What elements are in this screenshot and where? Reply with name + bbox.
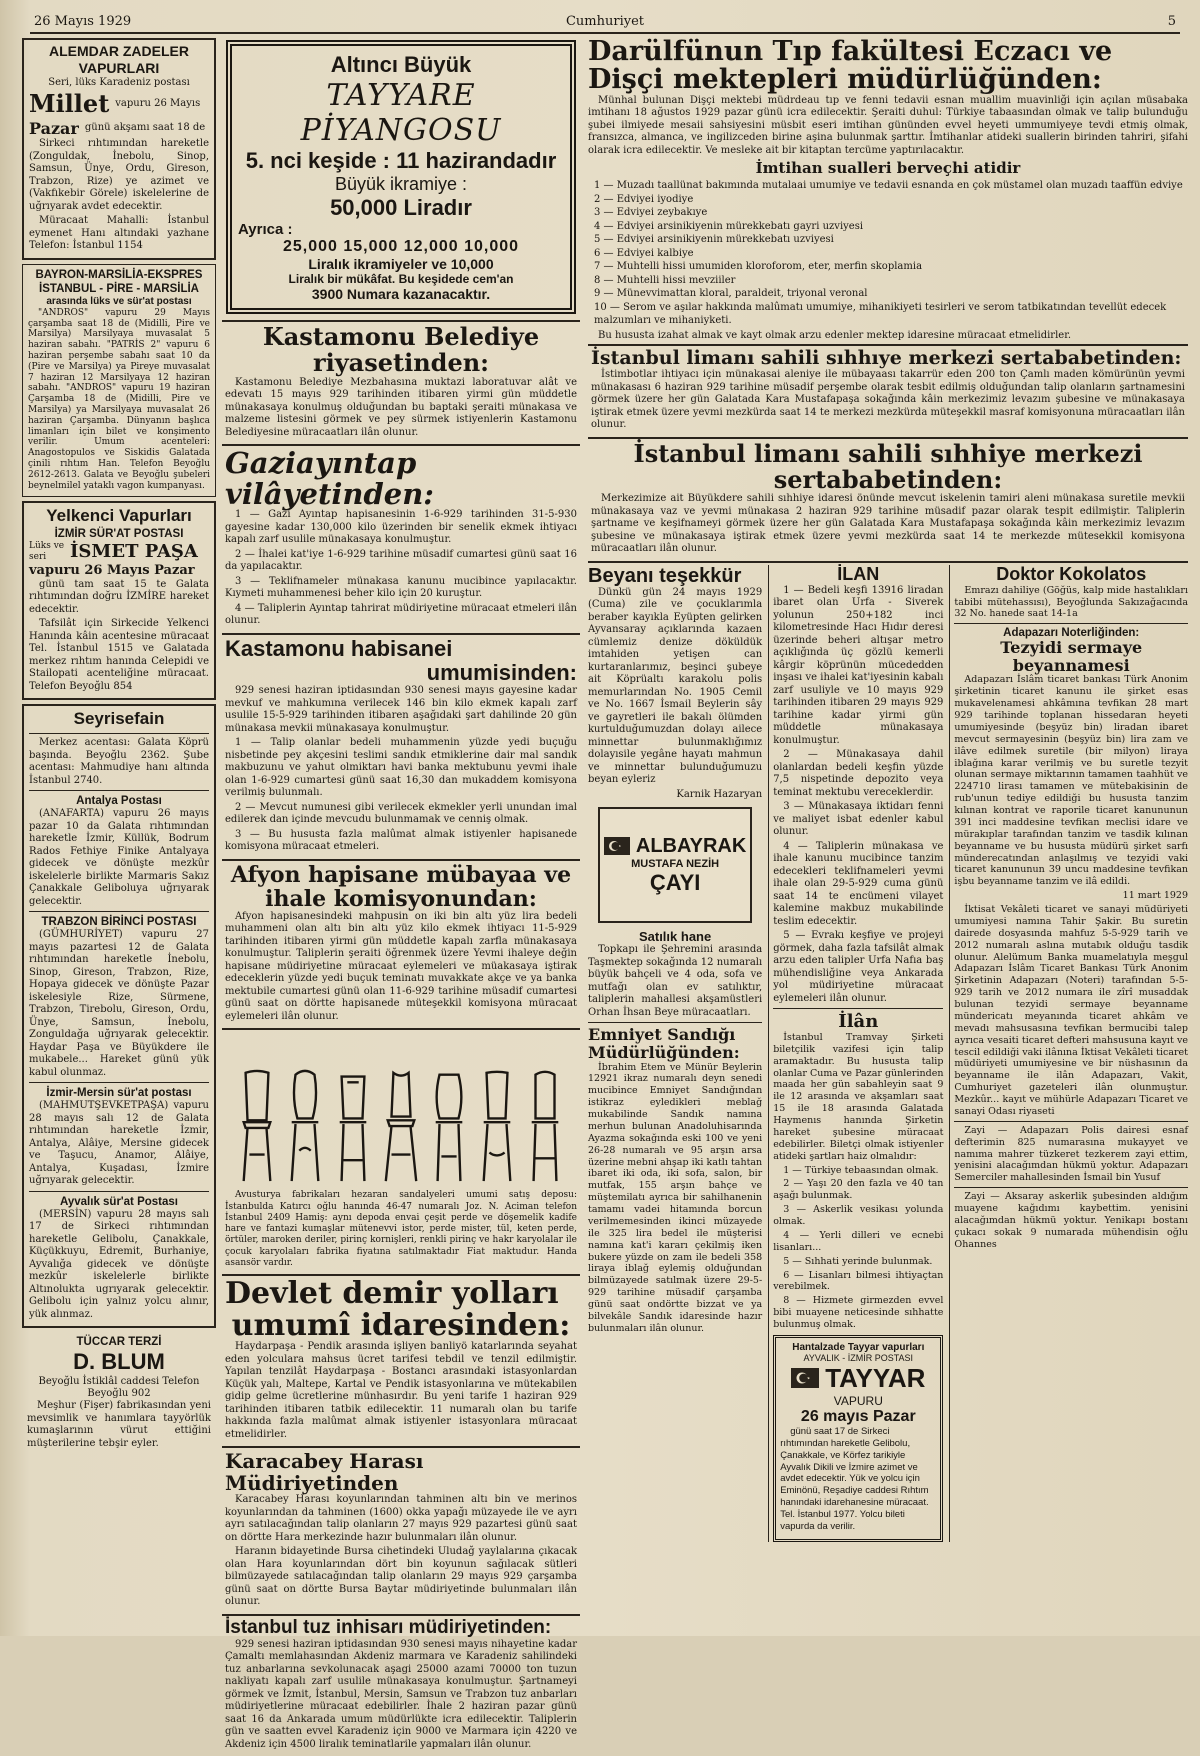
ad-avusturya-chairs [222, 1028, 580, 1274]
tayyar-line-2: AYVALIK - İZMİR POSTASI [803, 1352, 914, 1363]
ad-trabzon-body: (GÜMHURİYET) vapuru 27 mayıs pazartesi 12 de Galata rıhtımından hareketle İnebolu, Sinop, Gireson, Trabzon, Rize, Hopaya gidecek ve dönüşte Pazar iskelesiyle Rize, Sürmene, Trabzon, Tirebolu, Gireson, Ordu, Ünye, Samsun, İnebolu, Zonguldağa uğrıyarak gelecektir. Haydar Paşa ve Büyükdere ile mukabele... Hareket günü yük kabul olunmaz. [29, 929, 209, 1078]
ad-yelkenci-when: vapuru 26 Mayıs Pazar [29, 563, 195, 579]
gaziayintap-item-4: 4 — Taliplerin Ayıntap tahrirat müdiriyetine müracaat etmeleri ilân olunur. [225, 602, 577, 627]
notice-limani-1 [588, 344, 1188, 436]
ilan1-item: 1 — Bedeli keşfi 13916 liradan ibaret olan Urfa - Siverek yolunun 250+182 inci kilometresinde Hacı Hıdır deresi üzerinde beheri altışar metro açıklığında üç gözlü kemerli kârgir köprünün mücededden inşası ve ihalei kat'iyesinin kabalı zarf usuliyle ve 10 mayıs 929 tarihinden itibaren 29 mayıs 929 tarihine kadar yirmi gün müddetle münakasaya konulmuştur. [773, 584, 944, 746]
ilan2-item: 6 — Lisanları bilmesi ihtiyaçtan verebilmek. [773, 1269, 944, 1293]
ad-tuccar-body: Meşhur (Fişer) fabrikasından yeni mevsimlik ve hanımlara tayyörlük kumaşlarının vürut ettiğini müşterilerine tebşir eyler. [27, 1400, 211, 1449]
lottery-amounts: 25,000 15,000 12,000 10,000 [282, 238, 520, 255]
ad-seyrisefain [22, 704, 216, 1328]
albayrak-owner: MUSTAFA NEZİH [631, 857, 720, 870]
ad-tuccar-name: D. BLUM [73, 1349, 165, 1375]
chair-icon [238, 1066, 276, 1186]
right-col-b [768, 565, 943, 1542]
adapazari-body: Adapazarı İslâm ticaret bankası Türk Anonim şirketinin ticaret kanunu ile şirket esas mukavelenamesi ahkâmına tevfikan 28 mart 929 tarihinde toplanan hissedaran heyeti umumiyesinde (beşyüz bin) liradan ibaret mevcut sermayesinin (beşyüz bin) lira zam ve ilâve edilmek suretile (bir milyon) liraya iblağına karar verilmiş ve bu suretle tezyit olunan sermaye miktarının tamamen taahhüt ve 224710 lirası tamamen ve mütebakisinin de rub'unun tediye edildiği bu hususta tanzim kılınan kontrat ve raporile ticaret kanununun 391 inci maddesine tevfikan meclisi idare ve mürakıplar tarafından tanzim ve tasdik kılınan beyanname ve bu hususta müdürü şirket sarfı münderecatından anlaşılmış ve tezyidi vaki ticaret kanununun 39 uncu maddesine tevfikan işbu beyanname tanzim ve ilâ edildi. [954, 674, 1188, 888]
afyon-title: Afyon hapisane mübayaa ve ihale komisyonundan: [230, 861, 572, 912]
afyon-body: Afyon hapisanesindeki mahpusin on iki bin altı yüz lira bedeli muhammeni olan altı bin altı yüz kilo ekmek ihtiyacı 11-5-929 tarihinden itibaren yirmi gün müddetle kapalı zarfla münakasaya konulmuştur. Taliplerin şeraiti öğrenmek üzere Yevmi ihaleye değin hapisane müdiriyetine müracaat eylemeleri ve müakasaya iştirak edeceklerin yüzde yedi buçuk teminatı muvakkate akçe ve ya banka mektubile cumartesi günü olan 11-6-929 tarihine müsadif cumartesi günü saat on dörtte hapisanede müteşekkil komisyona müracaat eylemeleri ilân olunur. [225, 910, 577, 1022]
ad-alemdar-day: Pazar [29, 118, 79, 138]
limani1-body: İstimbotlar ihtiyacı için münakasai aleniye ile mübayaası takarrür eden 200 ton Çamlı maden kömürünün yevmi münakasası 6 haziran 929 tarihine müsadif perşembe olarak tesbit edilmiş olduğundan talip olanların şartnamesini görmek üzere her gün Galatada Kara Mustafapaşa sokağında kâin merkezimiz levazım şubesine ve münakasaya iştirak etmek üzere yevmi mezkürda saat 14 te merkezi mezkürda müteşekkil masraf komisyonuna müracaatları ilân olunur. [591, 369, 1185, 431]
emniyet-title: Emniyet Sandığı Müdürlüğünden: [588, 1025, 740, 1062]
kastamonu-hab-title-2: umumisinden: [426, 659, 577, 685]
ad-alemdar-contact: Müracaat Mahalli: İstanbul eymenet Hanı altındaki yazhane Telefon: İstanbul 1154 [29, 215, 209, 252]
tayyar-date: 26 mayıs Pazar [800, 1407, 916, 1425]
ad-bayron-route: İSTANBUL - PİRE - MARSİLİA [39, 282, 199, 295]
doktor-title: Doktor Kokolatos [996, 563, 1147, 584]
ad-bayron-body: "ANDROS" vapuru 29 Mayıs çarşamba saat 18 de (Midilli, Pire ve Marsilya) Marsilyaya muvasalat 5 haziran sabahı. "PATRİS 2" vapuru 6 haziran perşembe sabahı saat 10 da (Pire ve Marsilya) ya Pireye muvasalat 7 haziran 12 Marsilyaya 12 haziran sabahı. "ANDROS" vapuru 19 haziran Çarşamba 18 de (Midilli, Pire ve Marsilya) ya Marsilyaya muvasalat 26 haziran Çarşamba. Dünyanın başlıca limanları için bilet ve konşimento verilir. Umum acenteleri: Anagostopulos ve Siskidis Galatada çinili rıhtım Han. Telefon Beyoğlu 2612-2613. Galata ve Beyoğlu şubeleri beynelmilel yataklı vagon kumpanyası. [28, 307, 210, 491]
darulfunun-item: 5 — Edviyei arsinikiyenin mürekkebatı uzviyesi [594, 234, 834, 246]
kastamonu-hab-title-1: Kastamonu habisanei [225, 635, 453, 661]
notice-afyon [222, 859, 580, 1029]
ad-ayvalik-title: Ayvalık sür'at Postası [59, 1195, 178, 1208]
ilan2-item: 5 — Sıhhati yerinde bulunmak. [783, 1255, 933, 1267]
notice-kastamonu-belediye [222, 320, 580, 444]
karacabey-body-2: Haranın bidayetinde Bursa cihetindeki Uludağ yaylalarına çıkacak olan Hara koyunlarından dört bin koyunun sağılacak sütleri bilmüzayede satılacağından talip olanların 29 mayıs 929 çarşamba günü saat on dörtte Bursa Baytar müdiriyetinde bulunmaları ilân olunur. [225, 1546, 577, 1608]
ad-yelkenci-lux: Lüks ve seri [29, 541, 65, 563]
ad-antalya-title: Antalya Postası [76, 795, 162, 808]
devlet-title-1: Devlet demir yolları [225, 1276, 559, 1312]
lottery-line-10: 3900 Numara kazanacaktır. [311, 286, 491, 302]
gaziayintap-item-3: 3 — Teklifnameler münakasa kanunu mucibince yapılacaktır. Kıymeti muhammenesi beher kilo için 20 kuruştur. [225, 575, 577, 600]
kastamonu-bel-title: Kastamonu Belediye riyasetinden: [262, 322, 540, 378]
darulfunun-item: 9 — Münevvimattan kloral, paraldeit, triyonal veronal [594, 288, 868, 300]
limani2-title-2: sertababetinden: [773, 464, 1003, 494]
albayrak-product: ÇAYI [649, 869, 701, 895]
ad-alemdar-ship: Millet [29, 89, 110, 119]
darulfunun-item: 8 — Muhtelli hissi mevziiler [594, 274, 736, 286]
flag-icon [791, 1368, 819, 1388]
darulfunun-item: 3 — Edviyei zeybakıye [594, 207, 708, 219]
darulfunun-close: Bu hususta izahat almak ve kayt olmak arzu edenler mektep idaresine müracaat etmelidirler. [598, 329, 1072, 341]
header-date: 26 Mayıs 1929 [34, 14, 132, 29]
chair-icon [382, 1066, 420, 1186]
beyani-body: Dünkü gün 24 mayıs 1929 (Cuma) zile ve çocuklarımla beraber kayıkla Eyüpten gelirken Ayvansaray açıklarında kazaen cümlemiz denize döküldük imtahiden yetişen can kurtaranlarımız, beşinci şubeye ait Köprüaltı karakolu polis memurlarından No. 1905 Cemil ve No. 1667 İsmail Beylerin sây ve gayretleri ile bakalı ölümden kurtulduğumuzdan dolayı ailece minnettar bulunmaklığımız dolayısile yegâne hayatı mahmun ve minnettar bulunduğumuzu beyan eyleriz [588, 586, 763, 786]
ilan2-title: İlân [838, 1011, 879, 1033]
ad-albayrak [598, 807, 752, 923]
lottery-grand-label: Büyük ikramiye : [334, 174, 468, 194]
ad-tuccar-addr: Beyoğlu İstiklâl caddesi Telefon Beyoğlu 902 [38, 1376, 200, 1400]
kastamonu-hab-item-2: 2 — Mevcut numunesi gibi verilecek ekmekler yerli unundan imal edilerek dan içinde mevcudu bulunmamak ve cenniş olmak. [225, 801, 577, 826]
notice-karacabey [222, 1446, 580, 1614]
ad-tayyar [773, 1335, 943, 1542]
header-paper-name: Cumhuriyet [565, 14, 645, 29]
middle-column [222, 38, 580, 1750]
tayyar-ship: TAYYAR [825, 1362, 926, 1393]
zayi-1: Zayi — Adapazarı Polis dairesi esnaf defterimin 825 numarasına mukayyet ve namıma mahrer tüzkeret tezkerem zayi ettim, yenisini alacağımdan hükmü yoktur. Adapazarı Semerciler mahallesinden İsmail bin Yusuf [954, 1124, 1188, 1184]
ad-alemdar-ship-when: vapuru 26 Mayıs [115, 97, 201, 109]
lottery-also: Ayrıca : [238, 221, 293, 238]
karacabey-title: Karacabey Harası Müdiriyetinden [225, 1449, 424, 1496]
zayi-2: Zayi — Aksaray askerlik şubesinden aldığım muayene kağıdımı kaybettim. yenisini alacağımdan hükmü yoktur. Yenikapı bostanı çukacı sokak 9 numarada mühendisin oğlu Ohannes [954, 1191, 1188, 1250]
kastamonu-bel-body: Kastamonu Belediye Mezbahasına muktazi laboratuvar alât ve edevatı 15 mayıs 929 tarihinden itibaren yirmi gün müddetle münakasaya konulmuş olduğundan bu baptaki şeraiti münakasa ve malzeme listesini görmek ve pey sürmek istiyenlerin Kastamonu Belediyesine müracaatları ilân olunur. [225, 376, 577, 438]
ad-trabzon-title: TRABZON BİRİNCİ POSTASI [41, 916, 197, 929]
notice-limani-2 [588, 437, 1188, 561]
tayyar-body: günü saat 17 de Sirkeci rıhtımından hareketle Gelibolu, Çanakkale, ve Körfez tarikiyle Ayvalık Dikili ve İzmire azimet ve avdet edecektir. Yük ve yolcu için Eminönü, Reşadiye caddesi Rıhtım hanındaki idarehanesine müracaat. Tel. İstanbul 1977. Yolcu bileti vapurda da verilir. [780, 1425, 929, 1532]
adapazari-title-2: Tezyidi sermaye beyannamesi [1000, 638, 1143, 675]
darulfunun-item: 4 — Edviyei arsinikiyenin mürekkebatı gayri uzviyesi [594, 220, 864, 232]
ad-seyrisefain-title: Seyrisefain [73, 709, 165, 729]
lottery-title: TAYYARE PİYANGOSU [300, 78, 502, 148]
ad-seyrisefain-body: Merkez acentası: Galata Köprü başında. Beyoğlu 2362. Şube acentası: Mahmudiye hanı altında İstanbul 2740. [29, 737, 209, 786]
albayrak-brand: ALBAYRAK [635, 834, 747, 857]
lottery-draw-date: 5. nci keşide : 11 hazirandadır [245, 148, 557, 173]
chairs-illustration [225, 1036, 577, 1186]
gaziayintap-title: Gaziayıntap vilâyetinden: [225, 446, 434, 511]
notice-darulfunun [588, 38, 1188, 342]
devlet-body: Haydarpaşa - Pendik arasında işliyen banliyö katarlarında seyahat eden yolculara mahsus ücret tarifesi tebdil ve tenzil edilmiştir. Yapılan tenzilât Haydarpaşa - Bostancı arasındaki istasyonlardan Küçük yalı, Maltepe, Kartal ve Pendik istasyonlarına ve mütekabilen gidip gelme ücretlerine münhasırdır. Bu yeni tarife 1 haziran 929 tarihinden itibaren tatbik edilecektir. 11 numaralı olan bu tarife hakkında fazla malûmat almak istiyenler istasyonlara müracaat etmelidirler. [225, 1341, 577, 1440]
darulfunun-item: 2 — Edviyei iyodiye [594, 193, 694, 205]
darulfunun-item: 1 — Muzadı taallünat bakımında mutalaai umumiye ve tedavii esnanda en çok müstamel olan muzadı taaffün edviye [594, 180, 1183, 192]
beyani-sign: Karnik Hazaryan [676, 788, 763, 800]
tayyar-line-1: Hantalzade Tayyar vapurları [792, 1341, 925, 1353]
ad-alemdar-day-when: günü akşamı saat 18 de [84, 122, 206, 134]
ad-alemdar-line: Seri, lüks Karadeniz postası [48, 77, 190, 89]
ad-yelkenci [22, 501, 216, 700]
notice-kastamonu-habisane [222, 633, 580, 859]
ilan1-item: 5 — Evrakı keşfiye ve projeyi görmek, daha fazla tafsilât almak arzu eden talipler Urfa Nafıa baş mühendisliğine veya Ankarada yol müdiriyetine müracaat eylemeleri ilân olunur. [773, 930, 944, 1004]
kastamonu-hab-body: 929 senesi haziran iptidasından 930 senesi mayıs gayesine kadar mevkuf ve mahkumına verilecek 146 bin kilo ekmek kapalı zarf usulile 15-5-929 tarihinden itibaren aşağıdaki şart dahilinde 20 gün münakasa mevkii münakasaya konulmuştur. [225, 685, 577, 734]
devlet-title-2: umumî idaresinden: [231, 1307, 571, 1343]
tuz-body: 929 senesi haziran iptidasından 930 senesi mayıs nihayetine kadar Çamaltı memlahasından Akdeniz marmara ve Karadeniz sahilindeki tuz anbarlarına sevkolunacak aşagi 25000 azami 70000 ton tuzun nakliyatı kapalı zarf usulile münakasaya konulmuştur. Şartnameyi görmek ve İzmit, İstanbul, Mersin, Samsun ve Trabzon tuz anbarları müdiriyetlerine müracaat edebilirler. İhale 2 haziran pazar günü saat 16 da Ankarada umum müdürlükte icra edilecektir. Taliplerin gün ve saatten evvel Karadeniz için 9000 ve Marmara için 4220 ve Akdeniz için 4500 liralık teminatlarile yapmaları ilân olunur. [225, 1638, 577, 1750]
notice-gaziayintap [222, 444, 580, 632]
ilan1-item: 3 — Münakasaya iktidarı fenni ve maliyet isbat edenler kabul olunur. [773, 801, 944, 838]
ad-tuccar [22, 1332, 216, 1455]
flag-icon [604, 837, 630, 855]
ad-yelkenci-title: Yelkenci Vapurları [46, 506, 192, 526]
tuz-title: İstanbul tuz inhisarı müdiriyetinden: [225, 1616, 552, 1638]
satilik-title: Satılık hane [638, 929, 712, 945]
chair-icon [334, 1066, 372, 1186]
right-col-c [949, 565, 1188, 1542]
notice-tuz-inhisari [222, 1614, 580, 1756]
doktor-body: Emrazı dahiliye (Göğüs, kalp mide hastalıkları tabibi mütehassısı), Beyoğlunda Sakızağacında 32 No. hanede saat 14-1a [954, 584, 1188, 620]
page-header [30, 14, 1180, 34]
lottery-line-9: Liralık bir mükâfat. Bu keşidede cem'an [288, 272, 514, 286]
ad-bayron-title: BAYRON-MARSİLİA-EKSPRES [35, 268, 203, 281]
darulfunun-item: 6 — Edviyei kalbiye [594, 247, 694, 259]
ad-alemdar-body: Sirkeci rıhtımından hareketle (Zonguldak, İnebolu, Sinop, Samsun, Ünye, Ordu, Gireson, Trabzon, Rize) ye azimet ve (Vakfıkebir Görele) iskelelerine de uğrıyarak avdet edecektir. [29, 138, 209, 212]
ilan2-item: 8 — Hizmete girmezden evvel bibi muayene neticesinde sıhhatte bulunmuş olmak. [773, 1295, 944, 1331]
lottery-grand-prize: 50,000 Liradır [330, 195, 472, 220]
chair-icon [286, 1066, 324, 1186]
karacabey-body: Karacabey Harası koyunlarından tahminen altı bin ve merinos koyunlarından da tahminen (1600) okka yapağı müzayede ile ve ayrı ayrı satılacağından talip olanların 27 mayıs 929 pazartesi günü saat on dörtte Hara merkezinde hazır bulunmaları ilân olunur. [225, 1494, 577, 1543]
notice-devlet-demiryollari [222, 1274, 580, 1446]
adapazari-date: 11 mart 1929 [1122, 890, 1188, 902]
ilan1-title: İLAN [837, 563, 880, 584]
ilan1-item: 2 — Münakasaya dahil olanlardan bedeli keşfin yüzde 7,5 nispetinde depozito veya teminat mektubu vereceklerdir. [773, 749, 944, 798]
darulfunun-body: Münhal bulunan Dişçi mektebi müdrdeau tıp ve fenni tedavii esnan muallim muavinliği için açılan müsabaka imtihanı 18 ağustos 1929 pazar günü icra edilecektir. Şeraiti duhul: Türkiye tabaasından olmak ve talip bulunduğu şubei ilmiyede mesaii sahsiyesini müsbit eseri imtihan gününden evvel heyeti ummumiyeye tevdi etmiş olmak, fransızca, almanca, ve ingilizceden birine aşina bulunmak şarttır. İmtihanlar atideki suallerin birinden tahriri, şifahi olarak icra edilecektir. Ve mesleke ait bir kitaptan tercüme yaptırılacaktır. [588, 94, 1188, 156]
darulfunun-item: 7 — Muhtelli hissi umumiden kloroforom, eter, merfin skoplamia [594, 261, 923, 273]
ad-yelkenci-body: Tafsilât için Sirkecide Yelkenci Hanında kâin acentesine müracaat Tel. İstanbul 1515 ve Galatada merkez rıhtım hanında Celepidi ve Stailopati acenteliğine müracaat. Telefon Beyoğlu 854 [29, 618, 209, 692]
ad-ayvalik-body: (MERSİN) vapuru 28 mayıs salı 17 de Sirkeci rıhtımından hareketle Gelibolu, Çanakkale, Küçükkuyu, Edremit, Burhaniye, Ayvalığa gidecek ve dönüşte mezkûr iskelelerle birlikte Altınolukta ugrıyarak gelecektir. Gelibolu için yalnız yolcu alınır, yük alınmaz. [29, 1208, 209, 1320]
chair-icon [478, 1066, 516, 1186]
left-column [22, 38, 216, 1628]
kastamonu-hab-item-3: 3 — Bu hususta fazla malûmat almak istiyenler hapisanede komisyona müracaat etmeleri. [225, 828, 577, 853]
chair-icon [526, 1066, 564, 1186]
ad-yelkenci-sub: İZMİR SÜR'AT POSTASI [54, 528, 184, 541]
header-page-number: 5 [1167, 14, 1176, 29]
kastamonu-hab-item-1: 1 — Talip olanlar bedeli muhammenin yüzde yedi buçuğu nisbetinde pey akçesini teslimi sandık etmiklerine dair mal sandık makbuzunu ve yahut olmiktarı havi banka mektubunu yevmi ihale olan 1-6-929 cumartesi günü saat 16,30 dan mukaddem komisyona verilmiş bulunmalı. [225, 737, 577, 799]
adapazari-body-2: İktisat Vekâleti ticaret ve sanayi müdüriyeti umumiyesi namına Tahir Şakir. Bu suretin dairede dosyasında mahfuz 5-5-929 tarih ve 2012 numaralı aslına mutabık olduğu tasdik olunur. Alelümum Banka muamelatıyla meşgul Adapazarı İslâm Ticaret Bankası Türk Anonim Şirketinin Adapazarı (Noteri) tarafından 5-5-929 tarih ve 2012 numara ile zîrî musaddak bulunan tezyidi sermaye beyanname mündericatı meyanında ticaret ahkâm ve mevadı mahsusasına tevfikan bermucibi talep ayrıca vesaiti ticaret defteri mahsusuna kayıt ve tescil edildiği vaki ilânına İktisat Vekâleti ticaret müdüriyeti umumiyesine ve bir nüshasının da beyanname ile ilân Adapazarı, Vakit, Cumhuriyet gazeteleri ilân olunmuştur. Mezkûr... kayıt ve mühürle Adapazarı Ticaret ve sanayi Odası riyaseti [954, 904, 1188, 1117]
gaziayintap-item-1: 1 — Gazi Ayıntap hapisanesinin 1-6-929 tarihinden 31-5-930 gayesine kadar 130,000 kilo üzerinden bir senelik ekmek ihtiyacı kapalı zarf usulile münakasaya konulmuştur. [225, 509, 577, 546]
ad-bayron [22, 264, 216, 498]
limani2-title-1: İstanbul limanı sahili sıhhiye merkezi [633, 438, 1143, 468]
ilan2-item: 4 — Yerli dilleri ve ecnebi lisanları... [773, 1229, 944, 1253]
ad-alemdar [22, 38, 216, 260]
adapazari-title: Adapazarı Noterliğinden: [1003, 627, 1140, 640]
lottery-line-1: Altıncı Büyük [330, 52, 472, 77]
tayyar-line-3: VAPURU [833, 1393, 883, 1408]
satilik-body: Topkapı ile Şehremini arasında Taşmektep sokağında 12 numaralı büyük bahçeli ve 4 oda, sofa ve mutfağı olan ev satılıktır, taliplerin mahallesi akşamüstleri Orhan İhsan Beye müracaatları. [588, 944, 763, 1018]
ad-antalya-body: (ANAFARTA) vapuru 26 mayıs pazar 10 da Galata rıhtımından hareketle İzmir, Küllük, Bodrum Rados Fethiye Finike Antalyaya gidecek ve dönüşte mezkûr iskelelerle birlikte Marmaris Sakız Çanakkale Geliboluya uğrıyarak gelecektir. [29, 808, 209, 907]
darulfunun-subtitle: İmtihan sualleri berveçhi atidir [755, 159, 1021, 178]
darulfunun-title: Darülfünun Tıp fakültesi Eczacı ve Dişçi mektepleri müdürlüğünden: [588, 36, 1113, 96]
ilan2-body: İstanbul Tramvay Şirketi biletçilik vazifesi için talip aramaktadır. Bu hususta talip olanlar Cuma ve Pazar günlerinden maada her gün sabahleyin saat 9 ile 12 arasında ve akşamları saat 15 ile 18 arasında Galatada Haymenıs hanında Şirketin hareket şubesine müracaat edebilirler. Biletçi olmak istiyenler atideki şartları haiz olmalıdır: [773, 1031, 944, 1162]
right-area [588, 38, 1188, 1628]
ad-izmir-title: İzmir-Mersin sür'at postası [46, 1087, 192, 1100]
right-col-a [588, 565, 762, 1542]
ad-izmir-body: (MAHMUTŞEVKETPAŞA) vapuru 28 mayıs salı 12 de Galata rıhtımından hareketle İzmir, Antalya, Alâiye, Mersine gidecek ve Taşucu, Anamor, Alâiye, Antalya, Kuşadası, İzmire uğrıyarak gelecektir. [29, 1100, 209, 1187]
emniyet-body: İbrahim Etem ve Münür Beylerin 12921 ikraz numaralı deyn senedi mucibince Emniyet Sandığından istikraz eyledikleri meblağ mukabilinde Sandık namına merhun bulunan Anadoluhisarında Ayazma sokağında eski 100 ve yeni 26-28 numaralı ve 95 arşın arsa üzerine mebni ahşap iki katlı tahtan ibaret iki oda, iki sofa, salon, bir mutfak, 155 arşın bahçe ve müştemilatı ayrıca bir sahilhanenin tamamı vadei hitamında borcun verilmemesinden ikinci müzayede ile 325 lira bedel ile müşterisi namına kat'i kararı çekilmiş iken bukere yüzde on zam ile bedeli 358 liraya iblağ eylemiş olduğundan bilmüzayede satılmak üzere 29-5-929 tarihine müsadif çarşamba günü saat ondörtte bizzat ve ya bilvekâle Sandık idaresinde hazır bulunmaları ilân olunur. [588, 1061, 763, 1334]
right-bottom-columns [588, 561, 1188, 1542]
ad-tuccar-title: TÜCCAR TERZİ [76, 1336, 162, 1349]
ilan2-item: 2 — Yaşı 20 den fazla ve 40 tan aşağı bulunmak. [773, 1178, 944, 1202]
beyani-title: Beyanı teşekkür [588, 564, 742, 587]
lottery-line-8: Liralık ikramiyeler ve 10,000 [308, 256, 494, 272]
ilan2-item: 3 — Askerlik vesikası yolunda olmak. [773, 1204, 944, 1228]
ad-alemdar-title: ALEMDAR ZADELER VAPURLARI [49, 43, 189, 77]
ad-yelkenci-mid: günü tam saat 15 te Galata rıhtımından doğru İZMİRE hareket edecektir. [29, 578, 209, 615]
ad-tayyare-piyangosu [226, 40, 576, 314]
chair-icon [430, 1066, 468, 1186]
ilan1-item: 4 — Taliplerin münakasa ve ihale kanunu mucibince tanzim edecekleri teklifnameleri yevmi ihale olan 29-5-929 cuma günü saat 14 te encümeni vilayet kalemine makbuz mukabilinde teslim edecektir. [773, 840, 944, 927]
darulfunun-item: 10 — Serom ve aşılar hakkında malûmatı umumiye, mihanikiyeti tesirleri ve serom tatbikatından tevellüt edecek malzumları ve mihaniyketi. [594, 301, 1167, 327]
limani2-body: Merkezimize ait Büyükdere sahili sıhhiye idaresi önünde mevcut iskelenin tamiri aleni münakasa suretile mevkii münakasaya vaz ve yevmi münakasa 2 haziran 929 tarihine müsadif pazar olarak tespit edilmiştir. Taliplerin şartname ve keşifnameyi görmek üzere her gün Galatada Kara Mustafapaşa sokağında kâin merkezimiz levazım şubesine ve münakasaya iştirak etmek üzere yevmi mezkürda saat 14 te merkezde mütesekkil komisyona müracaatları ilân olunur. [591, 493, 1185, 555]
ilan2-item: 1 — Türkiye tebaasından olmak. [783, 1164, 939, 1176]
avusturya-body: Avusturya fabrikaları hezaran sandalyeleri umumi satış deposu: İstanbulda Katırcı oğlu hanında 46-47 numaralı Joz. N. Aciman telefon İstanbul 2409 Hamiş: aynı depoda envai çeşit perde ve döşemelik kadife hare ve fantazi kumaşlar mütenevvi istor, perde mister, tül, keten perde, örtüler, maroken deriler, pirinç kornişleri, renkli pirinç ve hakr karyolalar ile çocuk karyolaları fabrika fiyatına satılmaktadır Fiat maktudur. Handa asansör vardır. [225, 1190, 577, 1268]
gaziayintap-item-2: 2 — İhalei kat'iye 1-6-929 tarihine müsadif cumartesi günü saat 16 da yapılacaktır. [225, 548, 577, 573]
ad-yelkenci-ship: İSMET PAŞA [70, 541, 198, 563]
ad-bayron-sub: arasında lüks ve sür'at postası [46, 295, 192, 307]
limani1-title: İstanbul limanı sahili sıhhıye merkezi sertababetinden: [591, 347, 1182, 370]
